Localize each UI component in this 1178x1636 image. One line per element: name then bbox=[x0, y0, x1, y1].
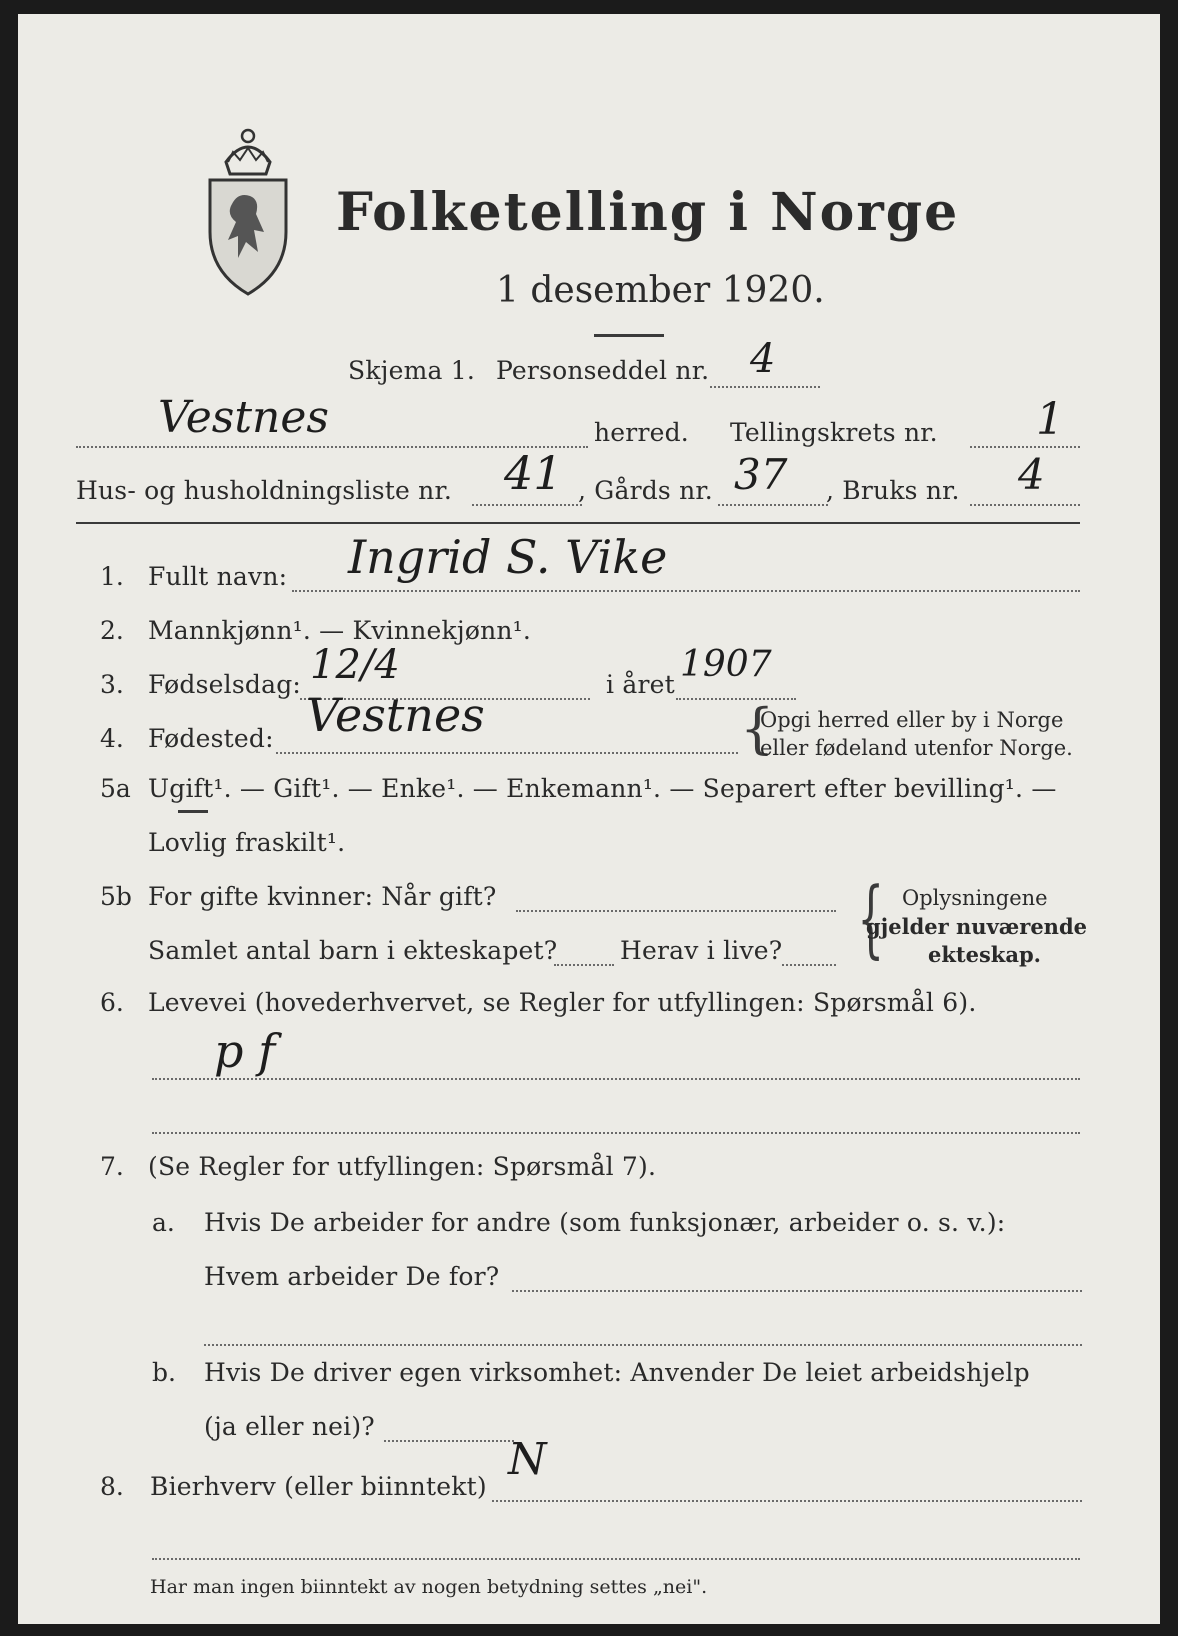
q1-field-line bbox=[292, 590, 1080, 592]
q2-number: 2. bbox=[100, 616, 124, 645]
q5b-field-line1 bbox=[516, 910, 836, 912]
q7b-label: Hvis De driver egen virksomhet: Anvender De leiet arbeidshjelp bbox=[204, 1358, 1030, 1387]
personseddel-value[interactable]: 4 bbox=[750, 336, 776, 382]
schema-label: Skjema 1. bbox=[348, 356, 476, 385]
gards-value[interactable]: 37 bbox=[734, 450, 788, 499]
q1-value[interactable]: Ingrid S. Vike bbox=[348, 530, 668, 584]
q5b-field-line2 bbox=[554, 964, 614, 966]
gards-field-line bbox=[718, 504, 828, 506]
q6-label: Levevei (hovederhvervet, se Regler for utfyllingen: Spørsmål 6). bbox=[148, 988, 977, 1017]
coat-of-arms-icon bbox=[198, 122, 298, 302]
q1-label: Fullt navn: bbox=[148, 562, 288, 591]
q6-value[interactable]: p f bbox=[214, 1024, 276, 1078]
q2-label: Mannkjønn¹. — Kvinnekjønn¹. bbox=[148, 616, 532, 645]
q3-value[interactable]: 12/4 bbox=[310, 642, 400, 688]
q4-value[interactable]: Vestnes bbox=[306, 688, 485, 742]
form-date: 1 desember 1920. bbox=[496, 270, 825, 311]
q7-number: 7. bbox=[100, 1152, 124, 1181]
q4-note-line1: Opgi herred eller by i Norge bbox=[760, 708, 1064, 732]
q6-field-line2 bbox=[152, 1132, 1080, 1134]
tellingskrets-value[interactable]: 1 bbox=[1036, 394, 1064, 445]
q5b-note-line1: Oplysningene bbox=[902, 886, 1048, 910]
q7a-field-line2 bbox=[204, 1344, 1082, 1346]
q7a-field-line1 bbox=[512, 1290, 1082, 1292]
q5a-line1: Ugift¹. — Gift¹. — Enke¹. — Enkemann¹. — Separert efter bevilling¹. — bbox=[148, 774, 1057, 803]
q4-note-brace: { bbox=[740, 697, 775, 760]
q3-year-label: i året bbox=[606, 670, 675, 699]
q5b-label1: For gifte kvinner: Når gift? bbox=[148, 882, 497, 911]
q8-value[interactable]: N bbox=[508, 1434, 547, 1485]
bruks-field-line bbox=[970, 504, 1080, 506]
q3-label: Fødselsdag: bbox=[148, 670, 302, 699]
q4-note-line2: eller fødeland utenfor Norge. bbox=[760, 736, 1073, 760]
gards-label: , Gårds nr. bbox=[578, 476, 713, 505]
q4-number: 4. bbox=[100, 724, 124, 753]
herred-value[interactable]: Vestnes bbox=[158, 392, 329, 443]
q5a-number: 5a bbox=[100, 774, 131, 803]
title-divider bbox=[594, 334, 664, 337]
q8-label: Bierhverv (eller biinntekt) bbox=[150, 1472, 487, 1501]
census-form-sheet bbox=[18, 14, 1160, 1624]
herred-label: herred. bbox=[594, 418, 689, 447]
q7b-field-line bbox=[384, 1440, 514, 1442]
q7b-sub-label: (ja eller nei)? bbox=[204, 1412, 375, 1441]
q6-number: 6. bbox=[100, 988, 124, 1017]
q7b-number: b. bbox=[152, 1358, 176, 1387]
q3-year-value[interactable]: 1907 bbox=[680, 644, 772, 685]
hus-field-line bbox=[472, 504, 582, 506]
tellingskrets-field-line bbox=[970, 446, 1080, 448]
q1-number: 1. bbox=[100, 562, 124, 591]
q8-field-line bbox=[492, 1500, 1082, 1502]
hus-value[interactable]: 41 bbox=[504, 446, 563, 500]
form-title: Folketelling i Norge bbox=[336, 182, 960, 243]
q5b-note-line3: ekteskap. bbox=[928, 942, 1041, 967]
hus-label: Hus- og husholdningsliste nr. bbox=[76, 476, 453, 505]
personseddel-label: Personseddel nr. bbox=[496, 356, 710, 385]
q8-number: 8. bbox=[100, 1472, 124, 1501]
q7a-sub-label: Hvem arbeider De for? bbox=[204, 1262, 500, 1291]
bruks-label: , Bruks nr. bbox=[826, 476, 960, 505]
personseddel-field-line bbox=[710, 386, 820, 388]
q5b-number: 5b bbox=[100, 882, 132, 911]
bottom-field-line bbox=[152, 1558, 1080, 1560]
q3-year-field-line bbox=[676, 698, 796, 700]
q5b-label3: Herav i live? bbox=[620, 936, 783, 965]
q6-field-line1 bbox=[152, 1078, 1080, 1080]
q5b-note-brace: { bbox=[857, 869, 885, 967]
q7a-number: a. bbox=[152, 1208, 175, 1237]
q5b-label2: Samlet antal barn i ekteskapet? bbox=[148, 936, 558, 965]
q5b-field-line3 bbox=[782, 964, 836, 966]
q7-label: (Se Regler for utfyllingen: Spørsmål 7). bbox=[148, 1152, 657, 1181]
q5a-ugift-mark bbox=[178, 810, 208, 813]
q4-field-line bbox=[276, 752, 738, 754]
tellingskrets-label: Tellingskrets nr. bbox=[730, 418, 938, 447]
header-divider bbox=[76, 522, 1080, 524]
q5b-note-line2: gjelder nuværende bbox=[866, 914, 1087, 939]
q5a-line2: Lovlig fraskilt¹. bbox=[148, 828, 346, 857]
q3-number: 3. bbox=[100, 670, 124, 699]
q7a-label: Hvis De arbeider for andre (som funksjonær, arbeider o. s. v.): bbox=[204, 1208, 1006, 1237]
q4-label: Fødested: bbox=[148, 724, 274, 753]
footer-note: Har man ingen biinntekt av nogen betydning settes „nei". bbox=[150, 1576, 708, 1598]
bruks-value[interactable]: 4 bbox=[1018, 450, 1045, 499]
